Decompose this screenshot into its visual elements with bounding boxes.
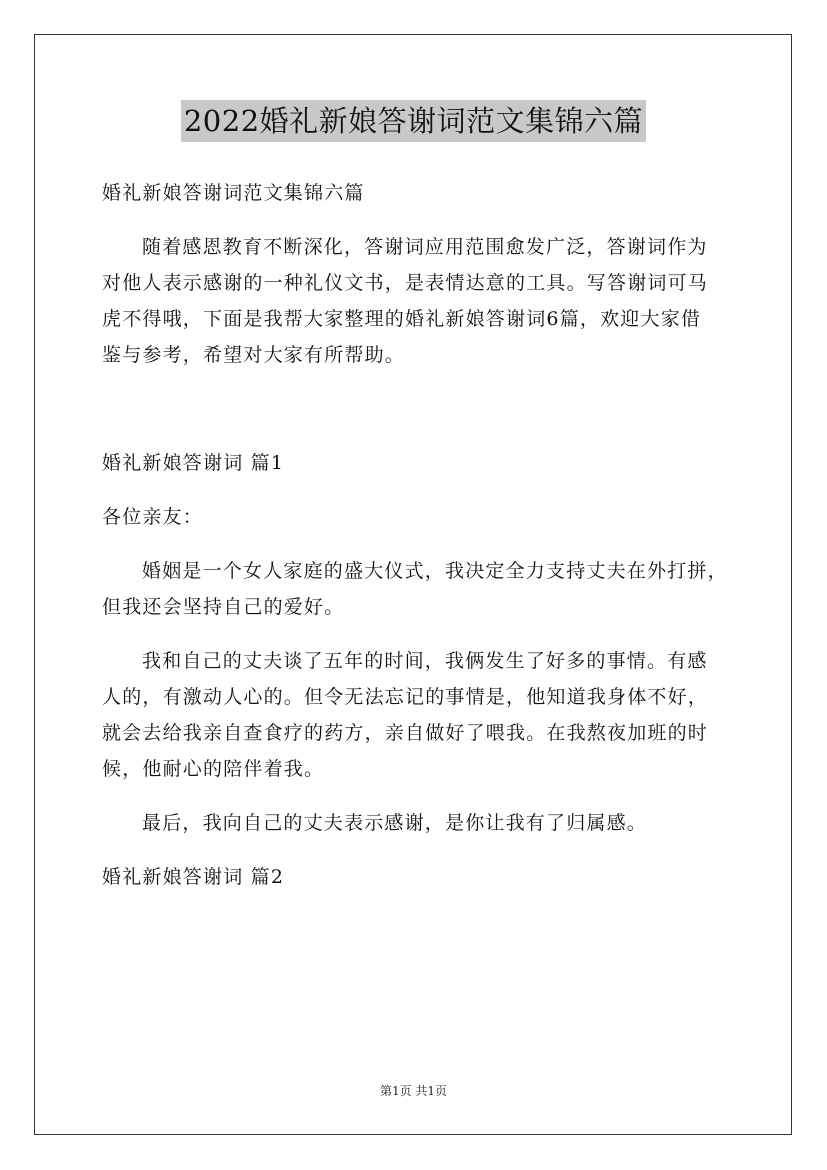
- paragraph-line: 候，他耐心的陪伴着我。: [102, 758, 325, 780]
- intro-paragraph: [102, 229, 737, 373]
- intro-line: 随着感恩教育不断深化，答谢词应用范围愈发广泛，答谢词作为: [142, 236, 708, 258]
- paragraph-line: 但我还会坚持自己的爱好。: [102, 596, 345, 618]
- section-heading-2: 婚礼新娘答谢词 篇2: [102, 866, 285, 888]
- intro-line: 虎不得哦，下面是我帮大家整理的婚礼新娘答谢词6篇，欢迎大家借: [102, 308, 702, 330]
- section-gap: [102, 391, 737, 445]
- intro-line: 鉴与参考，希望对大家有所帮助。: [102, 344, 406, 366]
- title-container: [0, 100, 827, 142]
- paragraph-line: 就会去给我亲自查食疗的药方，亲自做好了喂我。在我熬夜加班的时: [102, 722, 709, 744]
- document-subtitle: 婚礼新娘答谢词范文集锦六篇: [102, 182, 365, 204]
- section1-paragraph-2: [102, 643, 737, 787]
- paragraph-line: 人的，有激动人心的。但令无法忘记的事情是，他知道我身体不好，: [102, 686, 709, 708]
- section1-paragraph-3: [102, 805, 737, 841]
- document-body: [102, 175, 737, 895]
- intro-line: 对他人表示感谢的一种礼仪文书，是表情达意的工具。写答谢词可马: [102, 272, 709, 294]
- document-title: 2022婚礼新娘答谢词范文集锦六篇: [181, 100, 646, 142]
- paragraph-line: 婚姻是一个女人家庭的盛大仪式，我决定全力支持丈夫在外打拼，: [142, 560, 728, 582]
- section1-paragraph-1: [102, 553, 737, 625]
- paragraph-line: 我和自己的丈夫谈了五年的时间，我俩发生了好多的事情。有感: [142, 650, 708, 672]
- salutation: 各位亲友：: [102, 506, 204, 528]
- section-heading-1: 婚礼新娘答谢词 篇1: [102, 452, 285, 474]
- paragraph-line: 最后，我向自己的丈夫表示感谢，是你让我有了归属感。: [142, 812, 648, 834]
- page-footer: 第1页 共1页: [379, 1084, 448, 1098]
